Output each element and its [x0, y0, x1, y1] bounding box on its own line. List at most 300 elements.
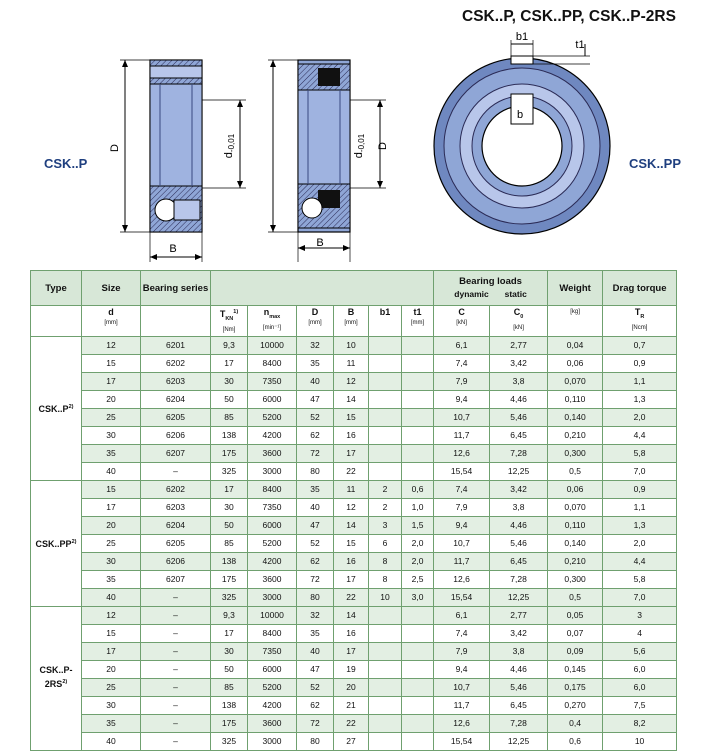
label-csk-pp: CSK..PP — [629, 156, 682, 171]
table-cell: 20 — [334, 678, 369, 696]
table-cell: 62 — [297, 552, 334, 570]
table-cell: 6201 — [141, 336, 211, 354]
svg-text:d-0,01: d-0,01 — [223, 133, 236, 159]
header-type: Type — [31, 271, 82, 306]
table-cell: 32 — [297, 606, 334, 624]
table-cell: 50 — [211, 660, 248, 678]
header-loads: Bearing loads dynamic static — [434, 271, 548, 306]
column-symbol — [141, 306, 211, 337]
table-cell: 5,46 — [490, 408, 548, 426]
table-cell: 16 — [334, 552, 369, 570]
table-cell: 35 — [82, 570, 141, 588]
header-weight: Weight — [548, 271, 603, 306]
column-symbol: b1 — [369, 306, 402, 337]
table-cell: 12 — [334, 372, 369, 390]
table-cell — [402, 606, 434, 624]
table-cell — [402, 642, 434, 660]
svg-text:B: B — [316, 237, 324, 249]
table-cell: – — [141, 732, 211, 750]
table-cell: 3000 — [248, 462, 297, 480]
table-cell — [369, 714, 402, 732]
table-row — [31, 606, 677, 624]
table-cell: 12,6 — [434, 444, 490, 462]
table-cell: 10,7 — [434, 408, 490, 426]
column-symbol: $n_{max}$ [min⁻¹] — [248, 306, 297, 337]
table-cell: 6204 — [141, 390, 211, 408]
table-cell: 0,070 — [548, 498, 603, 516]
table-cell: 4,46 — [490, 516, 548, 534]
table-cell: 0,7 — [603, 336, 677, 354]
table-cell: 14 — [334, 516, 369, 534]
table-cell: 47 — [297, 516, 334, 534]
table-cell: 325 — [211, 732, 248, 750]
table-cell: 0,5 — [548, 588, 603, 606]
label-csk-p: CSK..P — [44, 156, 88, 171]
table-cell: 25 — [82, 678, 141, 696]
table-cell: 3,42 — [490, 480, 548, 498]
table-cell: – — [141, 588, 211, 606]
table-cell: – — [141, 678, 211, 696]
table-cell — [369, 660, 402, 678]
table-cell: 14 — [334, 606, 369, 624]
table-cell: 4,4 — [603, 552, 677, 570]
table-cell: 85 — [211, 408, 248, 426]
type-cell: CSK..PP$^{2)}$ — [31, 480, 82, 606]
table-cell: 6,0 — [603, 678, 677, 696]
column-symbol: $T_{KN}^{1)}$ [Nm] — [211, 306, 248, 337]
csk-pp-section-drawing — [268, 60, 389, 262]
table-cell: 10000 — [248, 606, 297, 624]
table-cell: 8400 — [248, 624, 297, 642]
table-cell: 7,9 — [434, 498, 490, 516]
table-cell: 11 — [334, 480, 369, 498]
svg-text:b1: b1 — [515, 31, 529, 43]
table-cell: 16 — [334, 426, 369, 444]
table-row — [31, 408, 677, 426]
table-cell: 40 — [82, 588, 141, 606]
table-cell: 3000 — [248, 732, 297, 750]
table-cell: 3,42 — [490, 354, 548, 372]
table-cell — [369, 606, 402, 624]
table-cell: 175 — [211, 570, 248, 588]
table-cell: 0,300 — [548, 570, 603, 588]
table-cell: 7,0 — [603, 462, 677, 480]
table-cell: 15 — [82, 480, 141, 498]
table-cell: 2,5 — [402, 570, 434, 588]
table-cell: 35 — [82, 444, 141, 462]
table-cell: 27 — [334, 732, 369, 750]
table-cell: 1,3 — [603, 516, 677, 534]
table-cell: 2 — [369, 498, 402, 516]
table-row — [31, 426, 677, 444]
table-cell: 6205 — [141, 534, 211, 552]
table-cell: 52 — [297, 534, 334, 552]
table-cell: 6000 — [248, 516, 297, 534]
table-cell — [369, 624, 402, 642]
table-cell: 7350 — [248, 642, 297, 660]
table-cell: 7,0 — [603, 588, 677, 606]
table-cell: 47 — [297, 390, 334, 408]
column-symbol: D [mm] — [297, 306, 334, 337]
table-cell: 4,46 — [490, 390, 548, 408]
table-cell: 72 — [297, 570, 334, 588]
table-cell: 4,46 — [490, 660, 548, 678]
table-cell: 1,1 — [603, 498, 677, 516]
table-cell: 9,4 — [434, 660, 490, 678]
table-row — [31, 624, 677, 642]
table-cell: 5200 — [248, 534, 297, 552]
header-series: Bearing series — [141, 271, 211, 306]
table-cell: 0,175 — [548, 678, 603, 696]
table-cell: 0,300 — [548, 444, 603, 462]
table-cell: 17 — [334, 444, 369, 462]
table-cell: 8 — [369, 570, 402, 588]
table-cell: 6206 — [141, 552, 211, 570]
table-cell: 52 — [297, 678, 334, 696]
table-cell: 138 — [211, 426, 248, 444]
table-cell: 7,4 — [434, 354, 490, 372]
table-cell — [369, 354, 402, 372]
table-cell — [402, 624, 434, 642]
table-cell: 3600 — [248, 570, 297, 588]
table-cell: 17 — [82, 372, 141, 390]
column-symbol: $C_0$ [kN] — [490, 306, 548, 337]
table-cell: – — [141, 642, 211, 660]
table-cell: 12,6 — [434, 714, 490, 732]
table-cell: 20 — [82, 660, 141, 678]
table-cell: 40 — [82, 462, 141, 480]
type-cell: CSK..P- 2RS$^{2)}$ — [31, 606, 82, 750]
table-cell: 7,4 — [434, 624, 490, 642]
table-cell: 14 — [334, 390, 369, 408]
table-cell: 3 — [603, 606, 677, 624]
column-symbol: B [mm] — [334, 306, 369, 337]
table-cell: 7350 — [248, 372, 297, 390]
column-symbol: [kg] — [548, 306, 603, 337]
table-cell: 6206 — [141, 426, 211, 444]
table-cell: 20 — [82, 390, 141, 408]
table-cell: 6,45 — [490, 696, 548, 714]
table-cell: – — [141, 660, 211, 678]
table-cell: 35 — [297, 624, 334, 642]
table-cell — [402, 678, 434, 696]
table-cell: 0,110 — [548, 516, 603, 534]
table-cell: 0,145 — [548, 660, 603, 678]
table-cell — [402, 660, 434, 678]
table-cell: 32 — [297, 336, 334, 354]
table-cell: 6202 — [141, 480, 211, 498]
table-cell: 7,9 — [434, 642, 490, 660]
table-cell: 9,3 — [211, 606, 248, 624]
table-row — [31, 732, 677, 750]
table-cell: 325 — [211, 588, 248, 606]
table-row — [31, 588, 677, 606]
table-cell: 4,4 — [603, 426, 677, 444]
table-cell: – — [141, 714, 211, 732]
table-cell: 10 — [603, 732, 677, 750]
table-cell: 6207 — [141, 570, 211, 588]
table-cell: 175 — [211, 714, 248, 732]
table-cell: 6,0 — [603, 660, 677, 678]
table-cell: 12,25 — [490, 588, 548, 606]
table-cell — [369, 642, 402, 660]
table-row — [31, 570, 677, 588]
table-cell: 0,140 — [548, 408, 603, 426]
table-row — [31, 354, 677, 372]
table-cell: 5,46 — [490, 534, 548, 552]
table-cell: 11,7 — [434, 696, 490, 714]
table-cell — [369, 426, 402, 444]
table-cell: 17 — [211, 624, 248, 642]
table-cell: 15,54 — [434, 588, 490, 606]
table-cell: – — [141, 606, 211, 624]
table-cell: 5200 — [248, 408, 297, 426]
table-cell: 0,05 — [548, 606, 603, 624]
table-cell: 8,2 — [603, 714, 677, 732]
table-cell — [402, 696, 434, 714]
table-cell: 50 — [211, 390, 248, 408]
table-cell: 15 — [82, 624, 141, 642]
table-cell: 5200 — [248, 678, 297, 696]
table-cell: 3600 — [248, 444, 297, 462]
table-cell: – — [141, 696, 211, 714]
table-cell: 3,8 — [490, 498, 548, 516]
table-cell: 7,28 — [490, 444, 548, 462]
table-cell: 0,210 — [548, 552, 603, 570]
table-cell: 12 — [334, 498, 369, 516]
table-cell: 8400 — [248, 354, 297, 372]
table-cell: 3,0 — [402, 588, 434, 606]
table-row — [31, 714, 677, 732]
table-cell — [369, 408, 402, 426]
table-cell — [402, 390, 434, 408]
svg-text:t1: t1 — [575, 39, 585, 51]
table-cell: 22 — [334, 588, 369, 606]
technical-drawings — [0, 0, 724, 270]
table-cell: 72 — [297, 444, 334, 462]
table-cell: 40 — [297, 498, 334, 516]
table-cell: 7,9 — [434, 372, 490, 390]
table-cell — [369, 732, 402, 750]
table-cell: 0,04 — [548, 336, 603, 354]
table-cell: 0,4 — [548, 714, 603, 732]
table-cell: 62 — [297, 426, 334, 444]
table-cell: 35 — [297, 354, 334, 372]
table-cell: 325 — [211, 462, 248, 480]
header-size: Size — [82, 271, 141, 306]
table-cell: 9,4 — [434, 516, 490, 534]
table-cell: 30 — [82, 552, 141, 570]
table-body — [31, 336, 677, 750]
table-cell: 52 — [297, 408, 334, 426]
table-cell: 4 — [603, 624, 677, 642]
table-cell: 10000 — [248, 336, 297, 354]
table-cell: 0,06 — [548, 480, 603, 498]
table-cell — [402, 408, 434, 426]
table-cell: 10 — [369, 588, 402, 606]
table-cell: 6000 — [248, 660, 297, 678]
table-cell: 6,1 — [434, 606, 490, 624]
units-type-cell — [31, 306, 82, 337]
table-cell: 30 — [82, 696, 141, 714]
table-cell: 6203 — [141, 372, 211, 390]
table-cell: – — [141, 624, 211, 642]
table-cell: 10 — [334, 336, 369, 354]
table-cell: 138 — [211, 552, 248, 570]
units-row — [31, 306, 677, 337]
page-title: CSK..P, CSK..PP, CSK..P-2RS — [462, 8, 676, 25]
column-symbol: $T_R$ [Ncm] — [603, 306, 677, 337]
table-cell — [402, 426, 434, 444]
table-cell — [369, 336, 402, 354]
table-cell: 72 — [297, 714, 334, 732]
table-cell: 1,1 — [603, 372, 677, 390]
table-cell: 15,54 — [434, 462, 490, 480]
table-cell: 0,270 — [548, 696, 603, 714]
table-cell: 16 — [334, 624, 369, 642]
table-cell: 12,25 — [490, 462, 548, 480]
table-cell: 0,070 — [548, 372, 603, 390]
table-row — [31, 696, 677, 714]
column-symbol: d [mm] — [82, 306, 141, 337]
table-cell: 30 — [211, 642, 248, 660]
table-cell: 4200 — [248, 426, 297, 444]
table-cell — [402, 372, 434, 390]
type-cell: $CSK..P^{2)}$ — [31, 336, 82, 480]
table-cell: 2,0 — [402, 534, 434, 552]
svg-text:b: b — [516, 109, 524, 121]
table-cell — [402, 444, 434, 462]
header-torque: Drag torque — [603, 271, 677, 306]
table-cell: 3600 — [248, 714, 297, 732]
table-row — [31, 534, 677, 552]
table-row — [31, 390, 677, 408]
table-cell: 0,09 — [548, 642, 603, 660]
table-cell: 0,110 — [548, 390, 603, 408]
table-row — [31, 336, 677, 354]
table-cell: 19 — [334, 660, 369, 678]
table-cell: 47 — [297, 660, 334, 678]
table-cell: 25 — [82, 408, 141, 426]
dim-D-label: D — [109, 144, 121, 152]
csk-p-section-drawing — [109, 60, 246, 262]
svg-text:B: B — [169, 243, 177, 255]
table-row — [31, 642, 677, 660]
table-cell: 80 — [297, 588, 334, 606]
table-cell: 5,46 — [490, 678, 548, 696]
table-cell: 2,0 — [603, 534, 677, 552]
table-cell: 12,6 — [434, 570, 490, 588]
table-cell: 15 — [82, 354, 141, 372]
table-cell: 17 — [334, 570, 369, 588]
table-cell — [402, 714, 434, 732]
table-cell: 7,5 — [603, 696, 677, 714]
table-cell: 0,5 — [548, 462, 603, 480]
table-cell: 6000 — [248, 390, 297, 408]
table-cell: 9,4 — [434, 390, 490, 408]
table-cell: 12,25 — [490, 732, 548, 750]
table-cell: 50 — [211, 516, 248, 534]
table-cell: 15,54 — [434, 732, 490, 750]
table-cell: 138 — [211, 696, 248, 714]
table-cell: 2 — [369, 480, 402, 498]
table-cell — [402, 732, 434, 750]
column-symbol: t1 [mm] — [402, 306, 434, 337]
table-cell: 7,28 — [490, 570, 548, 588]
table-cell: 1,0 — [402, 498, 434, 516]
table-cell: 3000 — [248, 588, 297, 606]
table-row — [31, 660, 677, 678]
table-row — [31, 516, 677, 534]
table-cell: 3,8 — [490, 372, 548, 390]
column-symbol: C [kN] — [434, 306, 490, 337]
table-cell: 22 — [334, 714, 369, 732]
table-cell: 8 — [369, 552, 402, 570]
table-cell — [402, 336, 434, 354]
table-cell: 12 — [82, 606, 141, 624]
svg-text:d-0,01: d-0,01 — [353, 133, 366, 159]
table-cell: 0,9 — [603, 354, 677, 372]
table-cell: 5,8 — [603, 570, 677, 588]
table-cell: 6207 — [141, 444, 211, 462]
table-cell: 6205 — [141, 408, 211, 426]
table-cell: 6,1 — [434, 336, 490, 354]
table-cell: 30 — [211, 498, 248, 516]
table-cell: 17 — [82, 642, 141, 660]
table-cell: 40 — [297, 372, 334, 390]
table-cell: 22 — [334, 462, 369, 480]
table-cell: 1,5 — [402, 516, 434, 534]
table-cell: 10,7 — [434, 534, 490, 552]
table-cell: 7,4 — [434, 480, 490, 498]
table-cell: 30 — [82, 426, 141, 444]
table-cell: 2,0 — [402, 552, 434, 570]
table-row — [31, 444, 677, 462]
table-cell: 5,6 — [603, 642, 677, 660]
table-cell: 80 — [297, 732, 334, 750]
table-cell: 21 — [334, 696, 369, 714]
table-cell: 6203 — [141, 498, 211, 516]
table-cell: 3,8 — [490, 642, 548, 660]
table-cell: 6,45 — [490, 552, 548, 570]
specification-table — [30, 270, 677, 751]
table-cell — [402, 354, 434, 372]
table-cell: 175 — [211, 444, 248, 462]
table-cell: 0,06 — [548, 354, 603, 372]
table-cell: 4200 — [248, 552, 297, 570]
table-cell: 6,45 — [490, 426, 548, 444]
table-cell: 1,3 — [603, 390, 677, 408]
table-cell — [369, 696, 402, 714]
table-cell: 6202 — [141, 354, 211, 372]
table-cell: 4200 — [248, 696, 297, 714]
table-cell: 0,6 — [402, 480, 434, 498]
table-cell: 10,7 — [434, 678, 490, 696]
table-cell: 3,42 — [490, 624, 548, 642]
table-cell: 62 — [297, 696, 334, 714]
table-cell: 0,210 — [548, 426, 603, 444]
table-cell: 17 — [82, 498, 141, 516]
table-cell: 3 — [369, 516, 402, 534]
table-cell: 35 — [297, 480, 334, 498]
table-cell: 85 — [211, 534, 248, 552]
table-row — [31, 498, 677, 516]
table-cell: 9,3 — [211, 336, 248, 354]
table-cell: 11 — [334, 354, 369, 372]
table-cell: 12 — [82, 336, 141, 354]
table-row — [31, 480, 677, 498]
table-cell: 7350 — [248, 498, 297, 516]
